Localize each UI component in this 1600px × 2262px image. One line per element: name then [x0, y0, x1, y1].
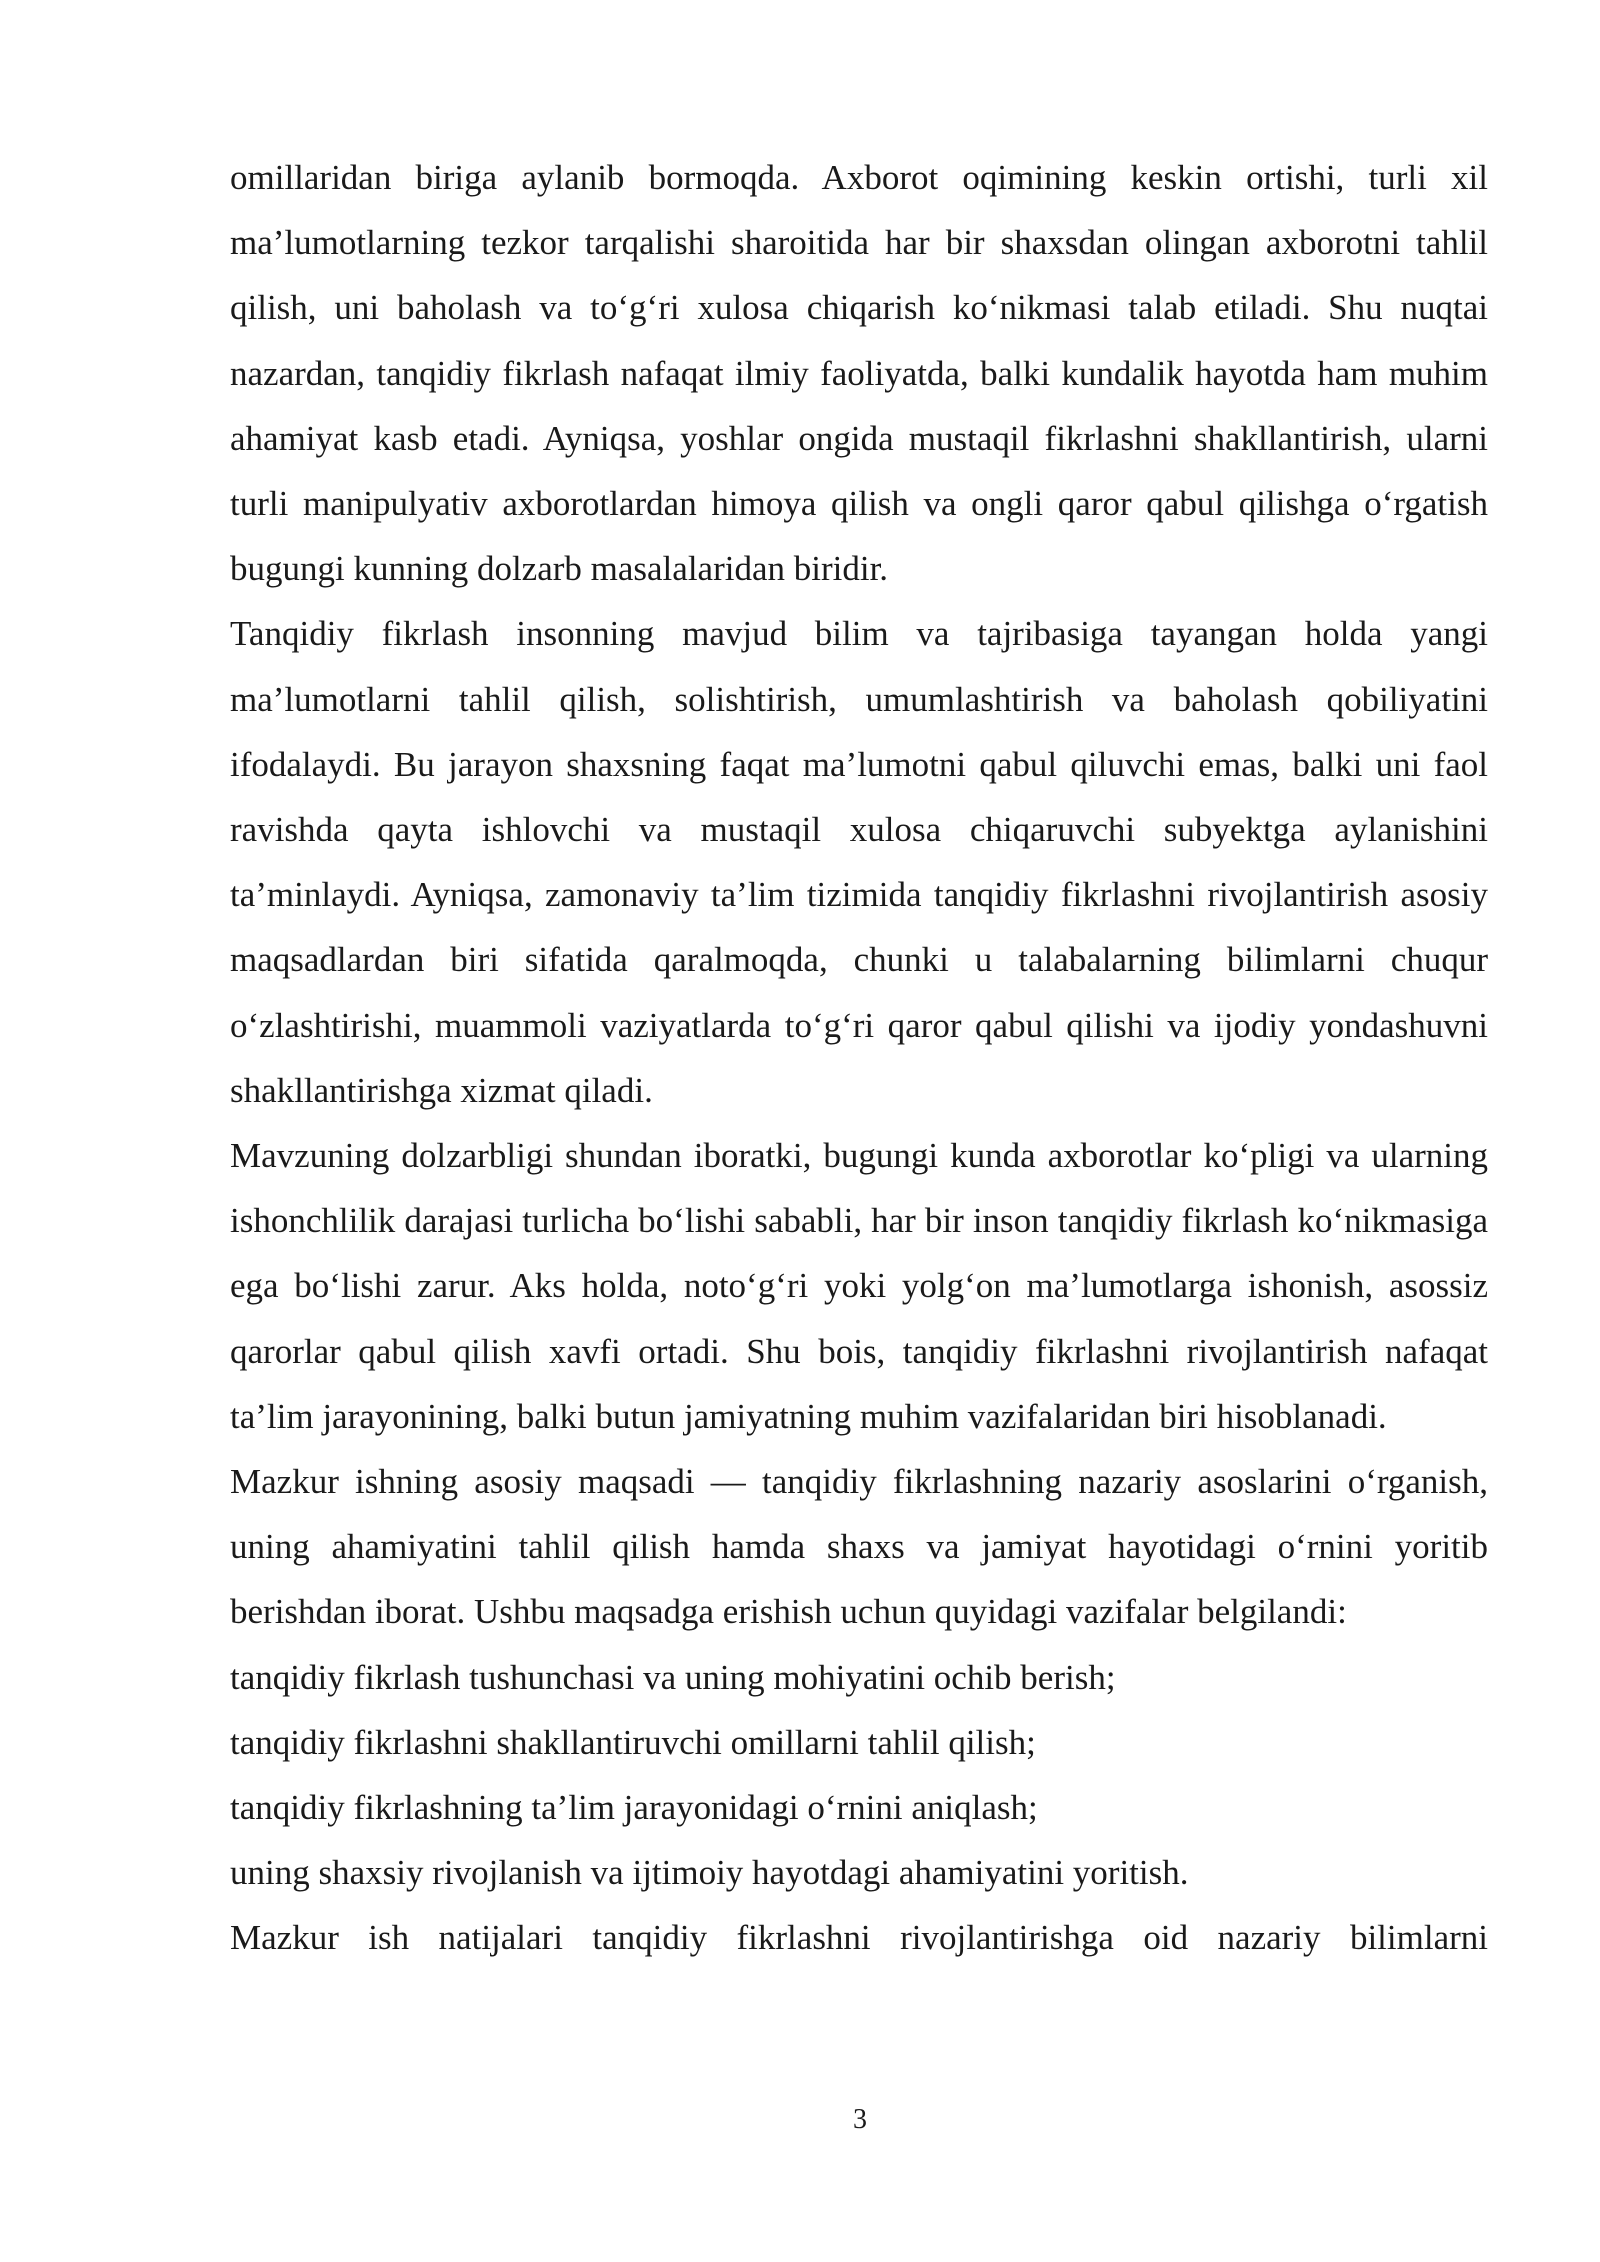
task-item: tanqidiy fikrlash tushunchasi va uning mohiyatini ochib berish; — [230, 1657, 1116, 1697]
paragraph-results-start — [230, 1905, 1488, 1970]
paragraph-results-text: Mazkur ish natijalari tanqidiy fikrlashni rivojlantirishga oid nazariy bilimlarni — [230, 1918, 1488, 1958]
paragraph-critical-thinking-definition: Tanqidiy fikrlash insonning mavjud bilim va tajribasiga tayangan holda yangi ma’lumotlarni tahlil qilish, solishtirish, umumlashtirish va baholash qobiliyatini ifodalaydi. Bu jarayon shaxsning faqat ma’lumotni qabul qiluvchi emas, balki uni faol ravishda qayta ishlovchi va mustaqil xulosa chiqaruvchi subyektga aylanishini ta’minlaydi. Ayniqsa, zamonaviy ta’lim tizimida tanqidiy fikrlashni rivojlantirish asosiy maqsadlardan biri sifatida qaralmoqda, chunki u talabalarning bilimlarni chuqur o‘zlashtirishi, muammoli vaziyatlarda to‘g‘ri qaror qabul qilishi va ijodiy yondashuvni shakllantirishga xizmat qiladi. — [230, 614, 1488, 1110]
paragraph-work-goal: Mazkur ishning asosiy maqsadi — tanqidiy fikrlashning nazariy asoslarini o‘rganish, uning ahamiyatini tahlil qilish hamda shaxs va jamiyat hayotidagi o‘rnini yoritib berishdan iborat. Ushbu maqsadga erishish uchun quyidagi vazifalar belgilandi: — [230, 1462, 1488, 1632]
paragraph-intro-continued: omillaridan biriga aylanib bormoqda. Axborot oqimining keskin ortishi, turli xil ma’lumotlarning tezkor tarqalishi sharoitida har bir shaxsdan olingan axborotni tahlil qilish, uni baholash va to‘g‘ri xulosa chiqarish ko‘nikmasi talab etiladi. Shu nuqtai nazardan, tanqidiy fikrlash nafaqat ilmiy faoliyatda, balki kundalik hayotda ham muhim ahamiyat kasb etadi. Ayniqsa, yoshlar ongida mustaqil fikrlashni shakllantirish, ularni turli manipulyativ axborotlardan himoya qilish va ongli qaror qabul qilishga o‘rgatish bugungi kunning dolzarb masalalaridan biridir. — [230, 158, 1488, 589]
body-text — [230, 145, 1488, 1971]
task-item: tanqidiy fikrlashning ta’lim jarayonidagi o‘rnini aniqlash; — [230, 1788, 1038, 1828]
task-item: tanqidiy fikrlashni shakllantiruvchi omillarni tahlil qilish; — [230, 1722, 1036, 1762]
page-number: 3 — [853, 2104, 867, 2135]
paragraph-topic-relevance: Mavzuning dolzarbligi shundan iboratki, bugungi kunda axborotlar ko‘pligi va ularning ishonchlilik darajasi turlicha bo‘lishi sababli, har bir inson tanqidiy fikrlash ko‘nikmasiga ega bo‘lishi zarur. Aks holda, noto‘g‘ri yoki yolg‘on ma’lumotlarga ishonish, asossiz qarorlar qabul qilish xavfi ortadi. Shu bois, tanqidiy fikrlashni rivojlantirish nafaqat ta’lim jarayonining, balki butun jamiyatning muhim vazifalaridan biri hisoblanadi. — [230, 1136, 1488, 1436]
task-item: uning shaxsiy rivojlanish va ijtimoiy hayotdagi ahamiyatini yoritish. — [230, 1853, 1189, 1893]
